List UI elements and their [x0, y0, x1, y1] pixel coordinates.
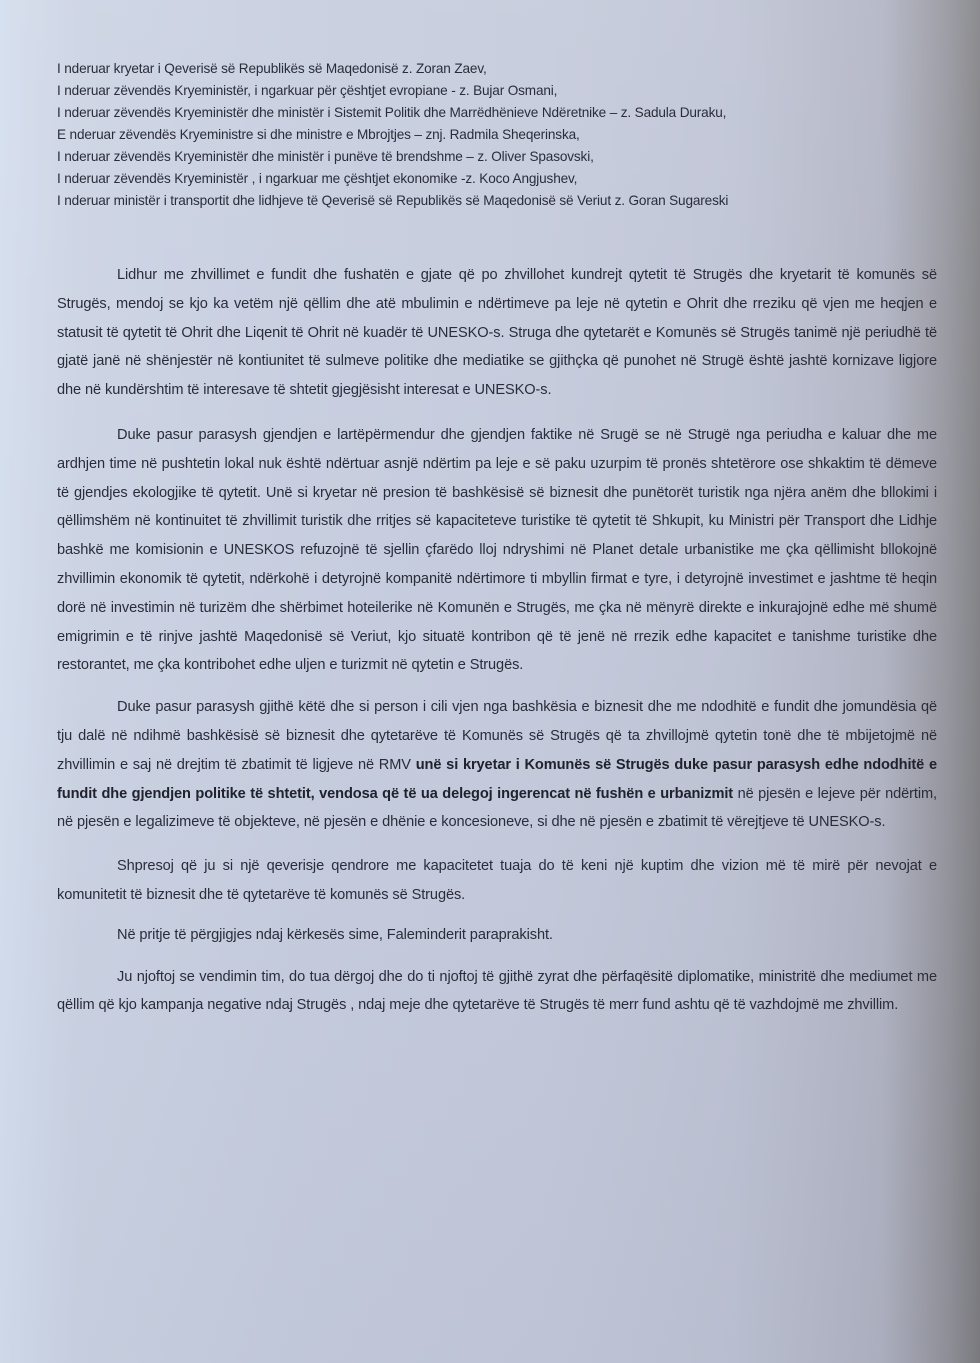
addressee-line: I nderuar zëvendës Kryeministër, i ngarkuar për çështjet evropiane - z. Bujar Osmani,	[57, 83, 558, 98]
decision-text-bold: unë si kryetar i Komunës së Strugës duke pasur parasysh edhe ndodhitë e fundit dhe gjendjen politike të shtetit, vendosa që të ua delegoj ingerencat në fushën e urbanizmit	[57, 756, 937, 802]
paragraph-decision	[57, 693, 937, 837]
paragraph-context: Lidhur me zhvillimet e fundit dhe fushatën e gjate që po zhvillohet kundrejt qytetit të Strugës dhe kryetarit të komunës së Strugës, mendoj se kjo ka vetëm një qëllim dhe atë mbulimin e ndërtimeve pa leje në qytetin e Ohrit dhe rreziku që vjen me heqjen e statusit të qytetit të Ohrit dhe Liqenit të Ohrit në kuadër të UNESKO-s. Struga dhe qytetarët e Komunës së Strugës tanimë një periudhë të gjatë janë në shënjestër në kontiunitet të sulmeve politike dhe mediatike se gjithçka që punohet në Strugë është jashtë kornizave ligjore dhe në kundërshtim të interesave të shtetit gjegjësisht interesat e UNESKO-s.	[57, 267, 937, 399]
addressee-line: I nderuar kryetar i Qeverisë së Republikës së Maqedonisë z. Zoran Zaev,	[57, 61, 487, 76]
paragraph-situation: Duke pasur parasysh gjendjen e lartëpërmendur dhe gjendjen faktike në Srugë se në Strugë nga periudha e kaluar dhe me ardhjen time në pushtetin lokal nuk është ndërtuar asnjë ndërtim pa leje e së paku uzurpim të pronës shtetërore ose shkaktim të dëmeve të gjendjes ekologjike të qytetit. Unë si kryetar në presion të bashkësisë së biznesit dhe punëtorët turistik nga njëra anëm dhe bllokimi i qëllimshëm në kontinuitet të zhvillimit turistik dhe rritjes së kapaciteteve turistike të qytetit të Shkupit, ku Ministri për Transport dhe Lidhje bashkë me komisionin e UNESKOS refuzojnë të sjellin çfarëdo lloj ndryshimi në Planet detale urbanistike me çka qëllimisht bllokojnë zhvillimin ekonomik të qytetit, ndërkohë i detyrojnë kompanitë ndërtimore ti mbyllin firmat e tyre, i detyrojnë investimet e jashtme të heqin dorë në investimin në turizëm dhe shërbimet hoteilerike në Komunën e Strugës, me çka në mënyrë direkte e inkurajojnë edhe më shumë emigrimin e të rinjve jashtë Maqedonisë së Veriut, kjo situatë kontribon që të jenë në rrezik edhe kapacitet e tanishme turistike dhe restorantet, me çka kontribohet edhe uljen e turizmit në qytetin e Strugës.	[57, 426, 937, 674]
addressee-line: I nderuar zëvendës Kryeministër dhe ministër i Sistemit Politik dhe Marrëdhënieve Ndëretnike – z. Sadula Duraku,	[57, 105, 727, 120]
paragraph-hope: Shpresoj që ju si një qeverisje qendrore me kapacitetet tuaja do të keni një kuptim dhe vizion më të mirë për nevojat e komunitetit të biznesit dhe të qytetarëve të komunës së Strugës.	[57, 858, 937, 903]
decision-text-end: në pjesën e lejeve për ndërtim, në pjesën e legalizimeve të objekteve, në pjesën e dhënie e koncesioneve, si dhe në pjesën e zbatimit të vërejtjeve të UNESKO-s.	[57, 785, 937, 831]
addressee-line: I nderuar zëvendës Kryeministër dhe ministër i punëve të brendshme – z. Oliver Spasovski,	[57, 149, 594, 164]
addressee-line: I nderuar zëvendës Kryeministër , i ngarkuar me çështjet ekonomike -z. Koco Angjushev,	[57, 171, 578, 186]
addressee-list	[57, 58, 957, 212]
letter-body	[57, 261, 937, 1035]
addressee-line: I nderuar ministër i transportit dhe lidhjeve të Qeverisë së Republikës së Maqedonisë së Veriut z. Goran Sugareski	[57, 193, 729, 208]
paragraph-notification: Ju njoftoj se vendimin tim, do tua dërgoj dhe do ti njoftoj të gjithë zyrat dhe përfaqësitë diplomatike, ministritë dhe mediumet me qëllim që kjo kampanja negative ndaj Strugës , ndaj meje dhe qytetarëve të Strugës të merr fund ashtu që të vazhdojmë me zhvillim.	[57, 968, 937, 1014]
decision-text-start: Duke pasur parasysh gjithë këtë dhe si person i cili vjen nga bashkësia e biznesit dhe me ndodhitë e fundit dhe jomundësia që tju dalë në ndihmë bashkësisë së biznesit dhe qytetarëve të Komunës së Strugës që ta zhvillojmë qytetin tonë dhe të mbijetojmë në zhvillimin e saj në drejtim të zbatimit të ligjeve në RMV	[57, 699, 937, 773]
paragraph-closing-thanks: Në pritje të përgjigjes ndaj kërkesës sime, Faleminderit paraprakisht.	[117, 926, 553, 943]
addressee-line: E nderuar zëvendës Kryeministre si dhe ministre e Mbrojtjes – znj. Radmila Sheqerinska,	[57, 127, 580, 142]
